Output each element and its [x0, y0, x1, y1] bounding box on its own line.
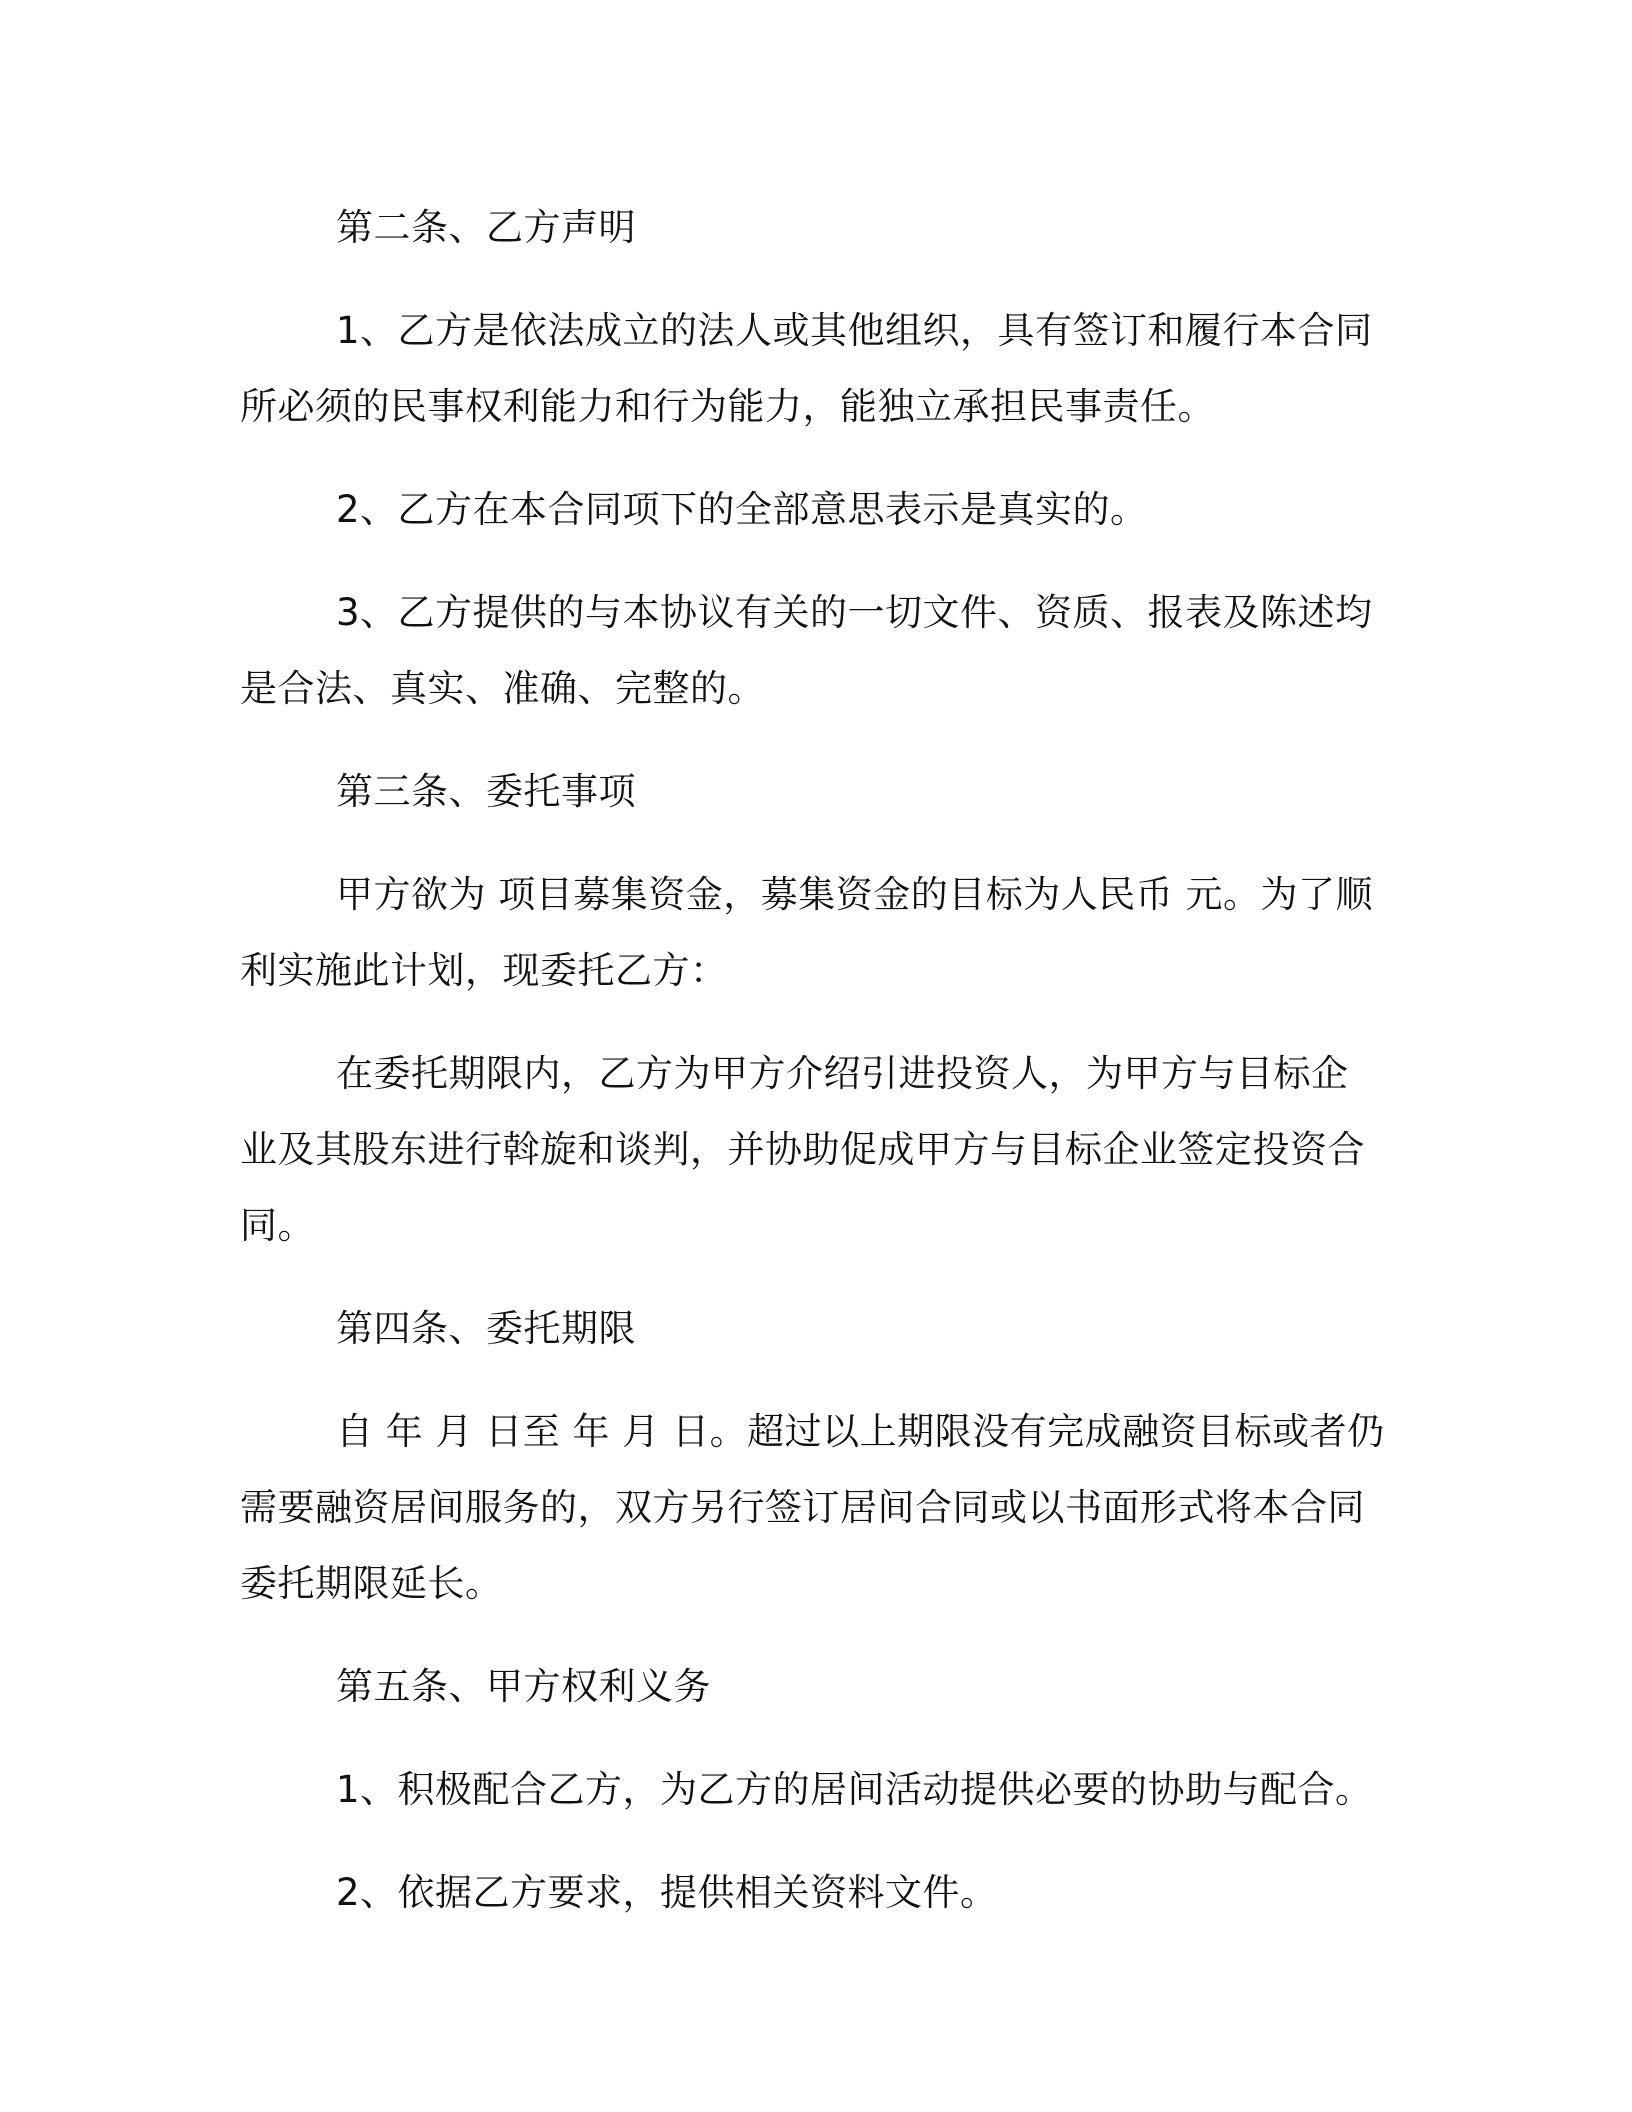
paragraph: 甲方欲为 项目募集资金，募集资金的目标为人民币 元。为了顺利实施此计划，现委托乙方： — [240, 873, 1374, 992]
section-heading-4: 第四条、委托期限 — [336, 1307, 636, 1350]
paragraph: 2、依据乙方要求，提供相关资料文件。 — [336, 1871, 998, 1914]
paragraph: 2、乙方在本合同项下的全部意思表示是真实的。 — [336, 488, 1148, 531]
section-heading-5: 第五条、甲方权利义务 — [336, 1665, 711, 1708]
paragraph: 1、积极配合乙方，为乙方的居间活动提供必要的协助与配合。 — [336, 1768, 1373, 1811]
section-heading-2: 第二条、乙方声明 — [336, 206, 636, 249]
paragraph: 自 年 月 日至 年 月 日。超过以上期限没有完成融资目标或者仍需要融资居间服务的，双方另行签订居间合同或以书面形式将本合同委托期限延长。 — [240, 1410, 1385, 1605]
paragraph: 1、乙方是依法成立的法人或其他组织，具有签订和履行本合同所必须的民事权利能力和行为能力，能独立承担民事责任。 — [240, 309, 1373, 428]
paragraph: 在委托期限内，乙方为甲方介绍引进投资人，为甲方与目标企业及其股东进行斡旋和谈判，并协助促成甲方与目标企业签定投资合同。 — [240, 1052, 1365, 1247]
paragraph: 3、乙方提供的与本协议有关的一切文件、资质、报表及陈述均是合法、真实、准确、完整的。 — [240, 591, 1373, 710]
document-body — [240, 190, 1385, 1958]
section-heading-3: 第三条、委托事项 — [336, 770, 636, 813]
